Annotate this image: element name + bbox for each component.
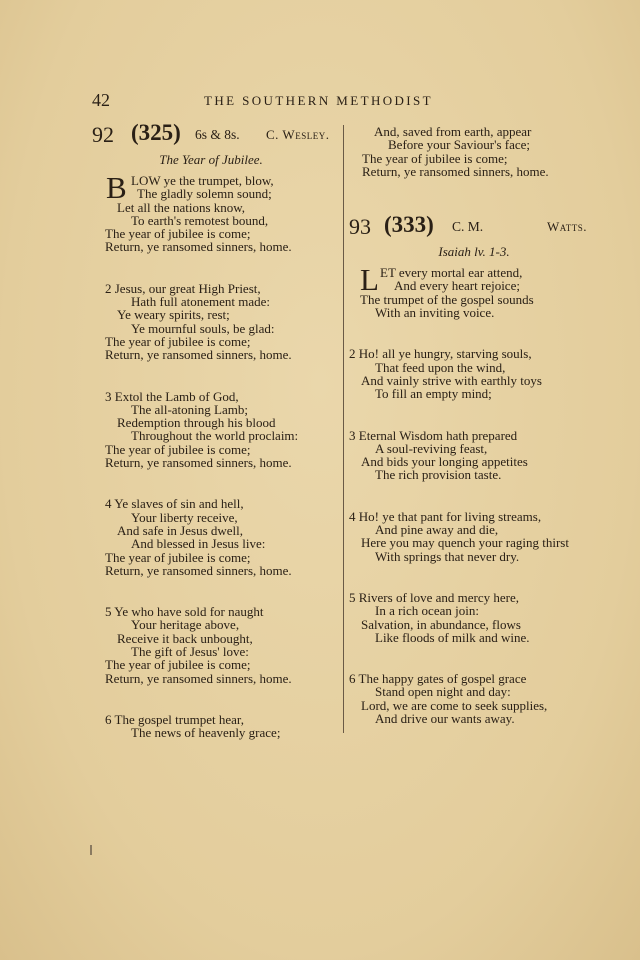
- verse-line: Return, ye ransomed sinners, home.: [105, 347, 292, 363]
- page-number: 42: [92, 90, 110, 110]
- hymn-header: [92, 122, 342, 150]
- verse-line: 2 Ho! all ye hungry, starving souls,: [349, 346, 532, 362]
- verse-line: Return, ye ransomed sinners, home.: [105, 562, 292, 578]
- right-column: [349, 122, 599, 725]
- hymn-alt-number: (333): [384, 212, 434, 238]
- verse-line: The year of jubilee is come;: [362, 150, 508, 166]
- verse-line: Receive it back unbought,: [117, 630, 253, 646]
- hymn-meter: 6s & 8s.: [195, 127, 240, 142]
- verse-line: The news of heavenly grace;: [131, 725, 281, 741]
- verse-line: 4 Ho! ye that pant for living streams,: [349, 508, 542, 524]
- verse-line: Lord, we are come to seek supplies,: [361, 697, 548, 713]
- hymn-subtitle: Isaiah lv. 1-3.: [438, 244, 510, 260]
- stanza-1: [349, 262, 599, 321]
- verse-line: The year of jubilee is come;: [105, 549, 251, 565]
- verse-line: Your liberty receive,: [131, 509, 238, 525]
- verse-line: The trumpet of the gospel sounds: [360, 291, 534, 307]
- verse-line: Ye weary spirits, rest;: [117, 307, 230, 323]
- verse-line: A soul-reviving feast,: [375, 440, 488, 456]
- drop-cap: B: [106, 170, 127, 205]
- stanza-5: [349, 591, 599, 644]
- verse-line: With springs that never dry.: [375, 548, 520, 564]
- hymn-number: 93: [349, 214, 371, 240]
- verse-line: Throughout the world proclaim:: [131, 428, 299, 444]
- running-title: THE SOUTHERN METHODIST: [204, 93, 434, 108]
- verse-line: 5 Rivers of love and mercy here,: [349, 589, 520, 605]
- verse-line: The gift of Jesus' love:: [131, 644, 249, 660]
- stanza-4: [349, 510, 599, 563]
- verse-line: Redemption through his blood: [117, 415, 276, 431]
- verse-line: And, saved from earth, appear: [374, 124, 532, 139]
- verse-line: The year of jubilee is come;: [105, 441, 251, 457]
- verse-line: And bids your longing appetites: [361, 454, 528, 470]
- verse-line: 3 Extol the Lamb of God,: [105, 388, 239, 404]
- verse-line: The year of jubilee is come;: [105, 333, 251, 349]
- verse-line: Stand open night and day:: [375, 684, 511, 700]
- hymn-92: [92, 122, 342, 740]
- verse-line: Salvation, in abundance, flows: [361, 616, 521, 632]
- verse-line: And every heart rejoice;: [394, 278, 520, 294]
- verse-line: 2 Jesus, our great High Priest,: [105, 280, 261, 296]
- stanza-3: [92, 390, 342, 470]
- verse-line: Return, ye ransomed sinners, home.: [105, 670, 292, 686]
- verse-line: Return, ye ransomed sinners, home.: [105, 239, 292, 255]
- verse-line: The year of jubilee is come;: [105, 657, 251, 673]
- stanza-1: [92, 170, 342, 255]
- verse-line: In a rich ocean join:: [375, 603, 479, 619]
- hymn-header: [349, 214, 599, 242]
- verse-line: And pine away and die,: [375, 522, 499, 538]
- verse-line: Let all the nations know,: [117, 199, 246, 215]
- stanza-4: [92, 497, 342, 577]
- verse-line: Your heritage above,: [131, 617, 240, 633]
- column-divider: [343, 125, 344, 733]
- stanza-3: [349, 429, 599, 482]
- verse-line: 5 Ye who have sold for naught: [105, 604, 264, 620]
- hymn-author: Watts.: [547, 219, 588, 235]
- verse-line: And blessed in Jesus live:: [131, 536, 266, 552]
- hymn-meter: C. M.: [452, 219, 484, 235]
- verse-line: Ye mournful souls, be glad:: [131, 320, 275, 336]
- stanza-2: [92, 282, 342, 362]
- hymn-93: [349, 214, 599, 725]
- verse-line: And safe in Jesus dwell,: [117, 522, 244, 538]
- verse-line: The year of jubilee is come;: [105, 226, 251, 242]
- stanza-2: [349, 347, 599, 400]
- verse-line: Here you may quench your raging thirst: [361, 535, 569, 551]
- stanza-6: [349, 672, 599, 725]
- verse-line: Return, ye ransomed sinners, home.: [362, 163, 549, 179]
- verse-line: To fill an empty mind;: [375, 386, 492, 402]
- verse-line: Before your Saviour's face;: [388, 137, 531, 153]
- verse-line: The all-atoning Lamb;: [131, 401, 248, 417]
- verse-line: And vainly strive with earthly toys: [361, 372, 542, 388]
- print-mark: [90, 845, 92, 855]
- verse-line: Return, ye ransomed sinners, home.: [105, 455, 292, 471]
- verse-line: With an inviting voice.: [375, 305, 495, 321]
- verse-line: 3 Eternal Wisdom hath prepared: [349, 427, 518, 443]
- verse-line: To earth's remotest bound,: [131, 212, 269, 228]
- verse-line: ET every mortal ear attend,: [380, 265, 523, 281]
- verse-line: That feed upon the wind,: [375, 359, 506, 375]
- verse-line: Hath full atonement made:: [131, 294, 270, 310]
- hymn-alt-number: (325): [131, 120, 181, 145]
- hymn-number: 92: [92, 122, 114, 147]
- stanza-6-continuation: [349, 125, 599, 178]
- verse-line: 6 The happy gates of gospel grace: [349, 671, 527, 687]
- hymn-author: C. Wesley.: [266, 127, 330, 142]
- stanza-5: [92, 605, 342, 685]
- hymn-subtitle: The Year of Jubilee.: [159, 152, 263, 167]
- verse-line: The gladly solemn sound;: [137, 186, 272, 202]
- verse-line: Like floods of milk and wine.: [375, 629, 530, 645]
- running-head: [92, 90, 484, 110]
- verse-line: The rich provision taste.: [375, 467, 502, 483]
- verse-line: LOW ye the trumpet, blow,: [131, 173, 274, 188]
- verse-line: 4 Ye slaves of sin and hell,: [105, 496, 244, 512]
- verse-line: 6 The gospel trumpet hear,: [105, 711, 244, 727]
- stanza-6: [92, 713, 342, 740]
- drop-cap: L: [360, 262, 379, 298]
- verse-line: And drive our wants away.: [375, 711, 515, 727]
